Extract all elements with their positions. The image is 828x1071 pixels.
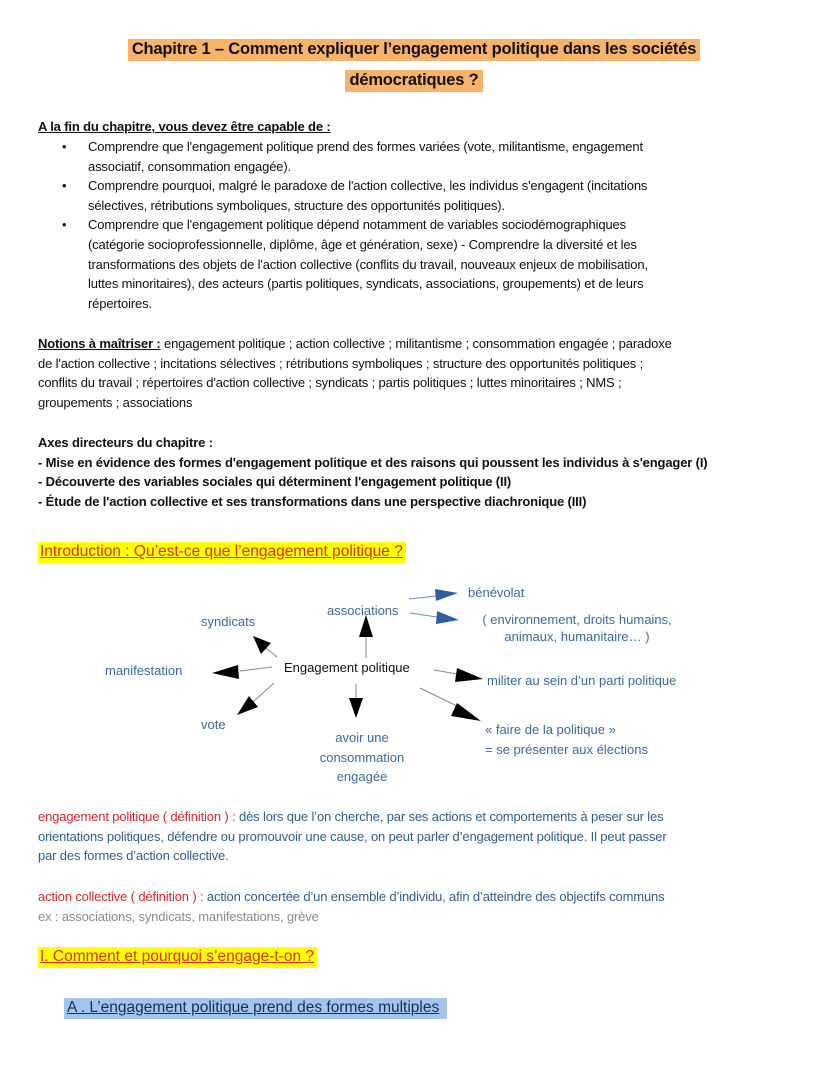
subsection-a-heading: A . L’engagement politique prend des formes multiples [64,998,447,1019]
axis-item: - Découverte des variables sociales qui déterminent l'engagement politique (II) [38,474,512,490]
definition-text: action concertée d’un ensemble d’individu, afin d’atteindre des objectifs communs [203,889,665,904]
diagram-node-faire-politique [485,720,648,759]
definition-text: dès lors que l’on cherche, par ses actions et comportements à peser sur les [235,809,664,824]
objective-text: sélectives, rétributions symboliques, structure des opportunités politiques). [88,197,505,213]
diagram-node-benevolat: bénévolat [468,585,525,600]
definition-example: ex : associations, syndicats, manifestations, grève [38,908,319,924]
diagram-node-syndicats: syndicats [201,614,256,629]
objective-text: Comprendre pourquoi, malgré le paradoxe de l'action collective, les individus s'engagent (incitations [88,178,648,194]
arrow-to-causes [410,611,459,624]
notions-text: conflits du travail ; répertoires d'action collective ; syndicats ; partis politiques ; luttes minoritaires ; NMS ; [38,375,622,391]
definition-text: par des formes d’action collective. [38,848,229,864]
objective-text: Comprendre que l'engagement politique prend des formes variées (vote, militantisme, engagement [88,139,643,154]
arrow-to-vote [237,683,274,715]
notions-text: engagement politique ; action collective ; militantisme ; consommation engagée ; paradoxe [160,336,672,351]
objective-text: associatif, consommation engagée). [88,158,292,174]
bullet-icon: • [62,178,67,194]
objective-text: répertoires. [88,295,152,311]
diagram-node-text: avoir une [335,730,389,745]
arrow-to-faire-politique [420,688,481,721]
definition-engagement [38,807,798,866]
axis-item: - Étude de l'action collective et ses transformations dans une perspective diachronique (III) [38,493,587,509]
diagram-node-text: animaux, humanitaire… ) [504,629,650,644]
objective-text: (catégorie socioprofessionnelle, diplôme, âge et génération, sexe) - Comprendre la diversité et les [88,236,637,252]
objective-text: transformations des objets de l'action collective (conflits du travail, nouveaux enjeux de mobilisation, [88,256,648,272]
introduction-heading: Introduction : Qu’est-ce que l’engagement politique ? [38,542,406,563]
arrow-to-militer [434,668,483,682]
definition-term: action collective ( définition ) : [38,889,204,904]
definition-text: orientations politiques, défendre ou promouvoir une cause, on peut parler d’engagement politique. Il peut passer [38,828,667,844]
arrow-to-manifestation [212,665,272,679]
arrow-to-consommation [349,684,363,718]
diagram-node-vote: vote [201,717,226,732]
definition-term: engagement politique ( définition ) : [38,809,236,824]
diagram-center-node: Engagement politique [284,660,410,675]
diagram-node-consommation [302,728,422,787]
arrow-to-associations [359,615,373,658]
diagram-node-manifestation: manifestation [105,663,183,678]
diagram-node-text: ( environnement, droits humains, [482,612,672,627]
diagram-node-associations: associations [327,603,399,618]
axes-heading: Axes directeurs du chapitre : [38,435,213,450]
notions-text: de l'action collective ; incitations sélectives ; rétributions symboliques ; structure des opportunités politiques ; [38,355,644,371]
bullet-icon: • [62,217,67,233]
notions-text: groupements ; associations [38,394,193,410]
objective-text: Comprendre que l'engagement politique dépend notamment de variables sociodémographiques [88,217,626,233]
diagram-node-text: engagée [336,769,388,784]
objectives-heading: A la fin du chapitre, vous devez être capable de : [38,119,331,134]
diagram-node-militer: militer au sein d’un parti politique [487,673,677,688]
diagram-node-text: = se présenter aux élections [485,741,648,757]
section-one-heading: I. Comment et pourquoi s’engage-t-on ? [38,947,317,968]
diagram-node-text: « faire de la politique » [485,722,616,737]
chapter-title-text-2: démocratiques ? [345,70,482,92]
chapter-title-text: Chapitre 1 – Comment expliquer l’engagement politique dans les sociétés [128,39,700,61]
diagram-node-text: consommation [319,749,405,765]
arrow-to-benevolat [409,589,458,601]
notions-label: Notions à maîtriser : [38,336,161,351]
objective-text: luttes minoritaires), des acteurs (partis politiques, syndicats, associations, groupements) et de leurs [88,276,644,292]
diagram-node-causes [464,612,690,644]
axis-item: - Mise en évidence des formes d'engagement politique et des raisons qui poussent les individus à s'engager (I) [38,454,708,470]
bullet-icon: • [62,139,67,154]
definition-action-collective [38,887,798,926]
arrow-to-syndicats [253,636,277,657]
